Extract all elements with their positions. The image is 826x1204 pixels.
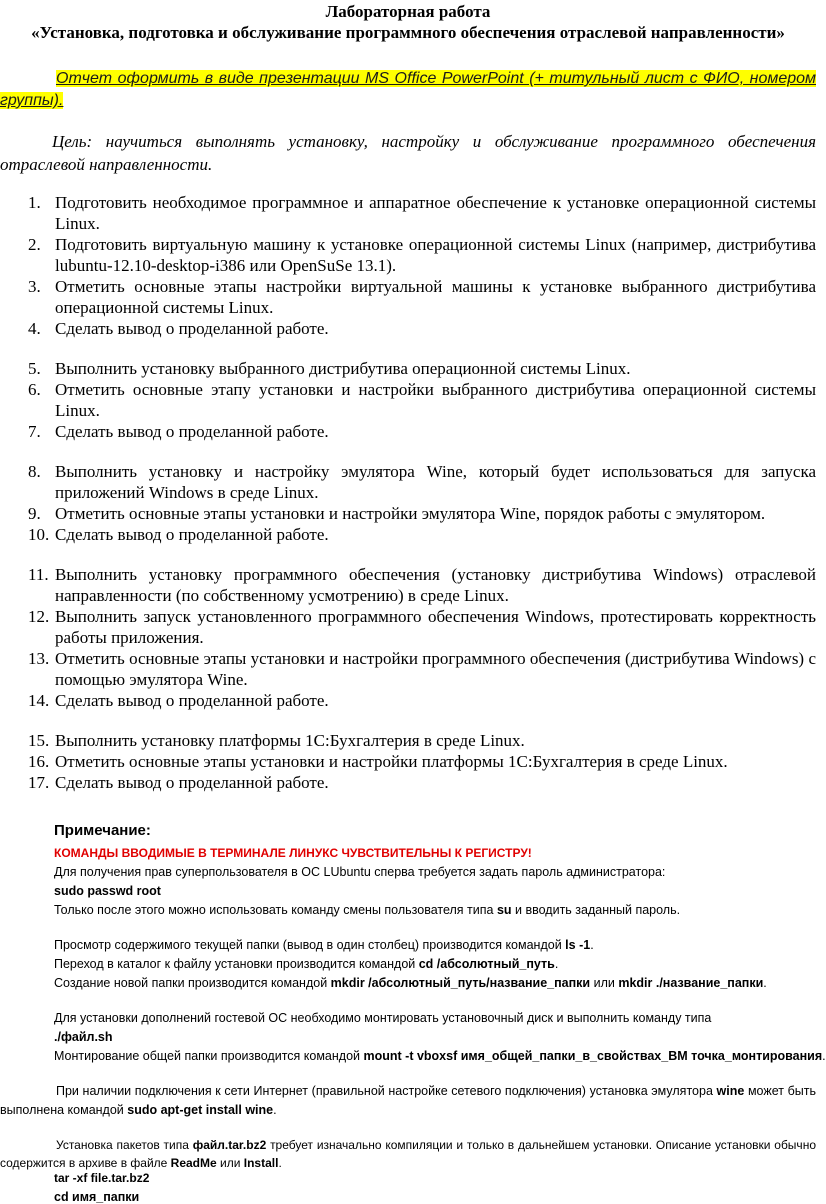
note-text: Монтирование общей папки производится командой — [54, 1049, 364, 1063]
task-number: 13. — [28, 649, 50, 668]
task-number: 15. — [28, 731, 50, 750]
task-item — [0, 234, 816, 276]
task-number: 12. — [28, 607, 50, 626]
note-text: Установка пакетов типа — [56, 1138, 193, 1152]
task-item — [0, 751, 816, 772]
note-command: Install — [243, 1156, 279, 1170]
doc-subtitle: «Установка, подготовка и обслуживание программного обеспечения отраслевой направленности» — [31, 23, 785, 42]
note-text: или — [216, 1156, 244, 1170]
note-command: tar -xf file.tar.bz2 — [54, 1171, 150, 1185]
note-line — [54, 938, 594, 952]
note-paragraph — [0, 1136, 816, 1172]
task-item — [0, 648, 816, 690]
task-item — [0, 276, 816, 318]
task-text: Подготовить виртуальную машину к установке операционной системы Linux (например, дистрибутива lubuntu-12.10-desktop-i386 или OpenSuSe 13.1). — [55, 235, 816, 275]
task-text: Отметить основные этапы установки и настройки платформы 1С:Бухгалтерия в среде Linux. — [55, 752, 728, 771]
report-instruction — [0, 68, 816, 112]
note-command: файл.tar.bz2 — [192, 1138, 267, 1152]
task-number: 7. — [28, 422, 41, 441]
task-text: Сделать вывод о проделанной работе. — [55, 422, 329, 441]
task-number: 11. — [28, 565, 49, 584]
task-item — [0, 503, 816, 524]
note-text: . — [590, 938, 594, 952]
task-number: 1. — [28, 193, 41, 212]
note-text: . — [273, 1103, 277, 1117]
note-text: Переход в каталог к файлу установки производится командой — [54, 957, 419, 971]
note-line — [54, 976, 767, 990]
note-text: . — [763, 976, 767, 990]
note-command: mount -t vboxsf имя_общей_папки_в_свойствах_ВМ точка_монтирования — [363, 1049, 823, 1063]
task-item — [0, 318, 816, 339]
task-text: Сделать вывод о проделанной работе. — [55, 319, 329, 338]
note-text: или — [590, 976, 619, 990]
task-number: 4. — [28, 319, 41, 338]
note-command: cd /абсолютный_путь — [418, 957, 555, 971]
task-number: 14. — [28, 691, 50, 710]
task-text: Отметить основные этапу установки и настройки выбранного дистрибутива операционной системы Linux. — [55, 380, 816, 420]
task-number: 2. — [28, 235, 41, 254]
task-item — [0, 358, 816, 379]
goal-paragraph: Цель: научиться выполнять установку, настройку и обслуживание программного обеспечения отраслевой направленности. — [0, 132, 816, 174]
note-text: . — [554, 957, 559, 971]
task-list — [0, 192, 816, 793]
note-line: Для получения прав суперпользователя в ОС LUbuntu сперва требуется задать пароль администратора: — [54, 865, 666, 879]
task-item — [0, 461, 816, 503]
task-item — [0, 379, 816, 421]
note-line: Для установки дополнений гостевой ОС необходимо монтировать установочный диск и выполнить команду типа — [54, 1011, 712, 1025]
task-item — [0, 772, 816, 793]
note-text: требует изначально компиляции и только в дальнейшем установки. Описание установки обычно содержится в архиве в файле — [0, 1138, 816, 1170]
note-text: Просмотр содержимого текущей папки (вывод в один столбец) производится командой — [54, 938, 566, 952]
note-command: sudo passwd root — [54, 884, 161, 898]
task-item — [0, 564, 816, 606]
note-paragraph — [0, 1082, 816, 1120]
note-title: Примечание: — [54, 822, 151, 839]
note-command: mkdir ./название_папки — [618, 976, 764, 990]
task-text: Выполнить установку программного обеспечения (установку дистрибутива Windows) отраслевой направленности (по собственному усмотрению) в среде Linux. — [55, 565, 816, 605]
task-item — [0, 690, 816, 711]
note-command: ./файл.sh — [54, 1030, 113, 1044]
task-text: Отметить основные этапы установки и настройки эмулятора Wine, порядок работы с эмулятором. — [55, 504, 766, 523]
task-text: Выполнить запуск установленного программного обеспечения Windows, протестировать корректность работы приложения. — [55, 607, 816, 647]
note-command: ls -1 — [565, 938, 591, 952]
note-command: mkdir /абсолютный_путь/название_папки — [330, 976, 591, 990]
task-text: Сделать вывод о проделанной работе. — [55, 525, 329, 544]
task-number: 8. — [28, 462, 41, 481]
note-text: При наличии подключения к сети Интернет (правильной настройке сетевого подключения) установка эмулятора — [56, 1084, 717, 1098]
task-text: Отметить основные этапы установки и настройки программного обеспечения (дистрибутива Windows) с помощью эмулятора Wine. — [55, 649, 816, 689]
task-text: Сделать вывод о проделанной работе. — [55, 773, 329, 792]
note-text: может быть выполнена командой — [0, 1084, 816, 1117]
case-sensitivity-warning: КОМАНДЫ ВВОДИМЫЕ В ТЕРМИНАЛЕ ЛИНУКС ЧУВСТВИТЕЛЬНЫ К РЕГИСТРУ! — [54, 846, 532, 860]
note-command: su — [496, 903, 512, 917]
note-text: Только после этого можно использовать команду смены пользователя типа — [54, 903, 497, 917]
task-item — [0, 192, 816, 234]
doc-title: Лабораторная работа — [325, 2, 491, 21]
note-line — [54, 903, 680, 917]
task-number: 5. — [28, 359, 41, 378]
task-number: 16. — [28, 752, 50, 771]
task-number: 3. — [28, 277, 41, 296]
task-number: 10. — [28, 525, 50, 544]
task-text: Выполнить установку выбранного дистрибутива операционной системы Linux. — [55, 359, 631, 378]
task-text: Подготовить необходимое программное и аппаратное обеспечение к установке операционной системы Linux. — [55, 193, 816, 233]
task-text: Отметить основные этапы настройки виртуальной машины к установке выбранного дистрибутива операционной системы Linux. — [55, 277, 816, 317]
note-text: . — [822, 1049, 826, 1063]
task-number: 6. — [28, 380, 41, 399]
note-line — [54, 957, 558, 971]
task-number: 17. — [28, 773, 50, 792]
note-command: cd имя_папки — [54, 1190, 140, 1204]
task-number: 9. — [28, 504, 41, 523]
note-text: . — [278, 1156, 282, 1170]
task-item — [0, 524, 816, 545]
task-item — [0, 730, 816, 751]
task-text: Сделать вывод о проделанной работе. — [55, 691, 329, 710]
note-text: Создание новой папки производится командой — [54, 976, 331, 990]
task-text: Выполнить установку платформы 1С:Бухгалтерия в среде Linux. — [55, 731, 525, 750]
task-item — [0, 421, 816, 442]
note-command: sudo apt-get install wine — [127, 1103, 274, 1117]
note-command: ReadMe — [170, 1156, 217, 1170]
note-text: и вводить заданный пароль. — [511, 903, 681, 917]
note-command: wine — [716, 1084, 745, 1098]
report-instruction-text: Отчет оформить в виде презентации MS Office PowerPoint (+ титульный лист с ФИО, номером группы). — [0, 70, 816, 109]
task-item — [0, 606, 816, 648]
note-line — [54, 1049, 826, 1063]
task-text: Выполнить установку и настройку эмулятора Wine, который будет использоваться для запуска приложений Windows в среде Linux. — [55, 462, 816, 502]
